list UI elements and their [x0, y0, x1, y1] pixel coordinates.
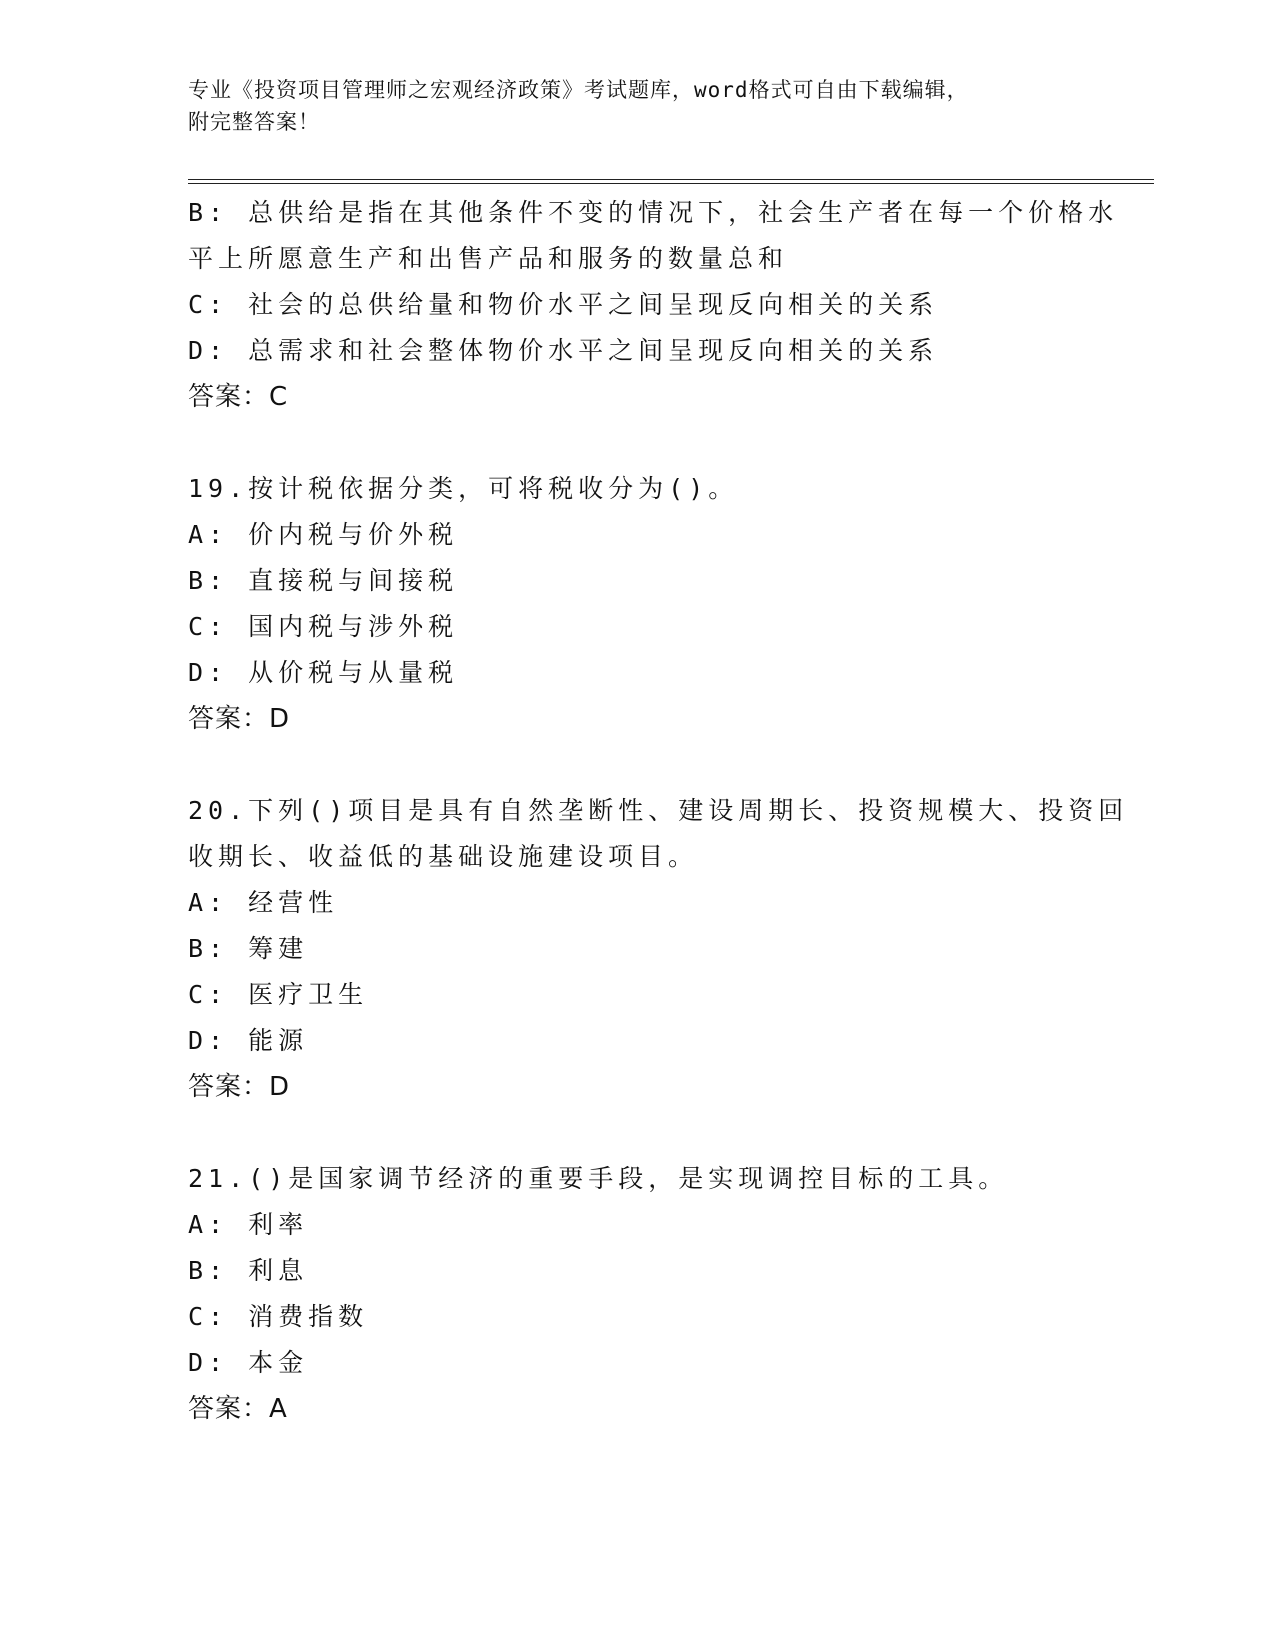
- option-b: B: 筹建: [188, 934, 309, 963]
- question-stem: 21.()是国家调节经济的重要手段，是实现调控目标的工具。: [188, 1164, 1009, 1193]
- option-c: C: 社会的总供给量和物价水平之间呈现反向相关的关系: [188, 290, 939, 319]
- spacer: [188, 1110, 1088, 1156]
- question-stem-line-1: 20.下列()项目是具有自然垄断性、建设周期长、投资规模大、投资回: [188, 796, 1129, 825]
- header-line-2: 附完整答案！: [188, 110, 320, 134]
- option-b: B: 利息: [188, 1256, 309, 1285]
- answer: 答案：A: [188, 1394, 288, 1424]
- option-a: A: 价内税与价外税: [188, 520, 459, 549]
- header-rule-top: [188, 179, 1154, 180]
- question-list: [188, 190, 1129, 1432]
- header-line-1: 专业《投资项目管理师之宏观经济政策》考试题库，word格式可自由下载编辑，: [188, 78, 969, 102]
- answer: 答案：D: [188, 704, 291, 734]
- spacer: [188, 420, 1088, 466]
- option-a: A: 经营性: [188, 888, 339, 917]
- question-19: [188, 466, 1088, 742]
- question-stem-line-2: 收期长、收益低的基础设施建设项目。: [188, 842, 699, 871]
- question-stem: 19.按计税依据分类，可将税收分为()。: [188, 474, 739, 503]
- answer: 答案：C: [188, 382, 289, 412]
- spacer: [188, 742, 1088, 788]
- option-d: D: 本金: [188, 1348, 309, 1377]
- header-rule-bottom: [188, 183, 1154, 184]
- option-c: C: 医疗卫生: [188, 980, 369, 1009]
- question-20: [188, 788, 1129, 1110]
- option-b: B: 直接税与间接税: [188, 566, 459, 595]
- option-d: D: 总需求和社会整体物价水平之间呈现反向相关的关系: [188, 336, 939, 365]
- answer: 答案：D: [188, 1072, 291, 1102]
- option-b-line-1: B: 总供给是指在其他条件不变的情况下，社会生产者在每一个价格水: [188, 198, 1119, 227]
- option-d: D: 能源: [188, 1026, 309, 1055]
- question-21: [188, 1156, 1088, 1432]
- option-c: C: 国内税与涉外税: [188, 612, 459, 641]
- option-d: D: 从价税与从量税: [188, 658, 459, 687]
- document-header: [188, 74, 1088, 138]
- option-b-line-2: 平上所愿意生产和出售产品和服务的数量总和: [188, 244, 789, 273]
- question-18-tail: [188, 190, 1119, 420]
- option-c: C: 消费指数: [188, 1302, 369, 1331]
- option-a: A: 利率: [188, 1210, 309, 1239]
